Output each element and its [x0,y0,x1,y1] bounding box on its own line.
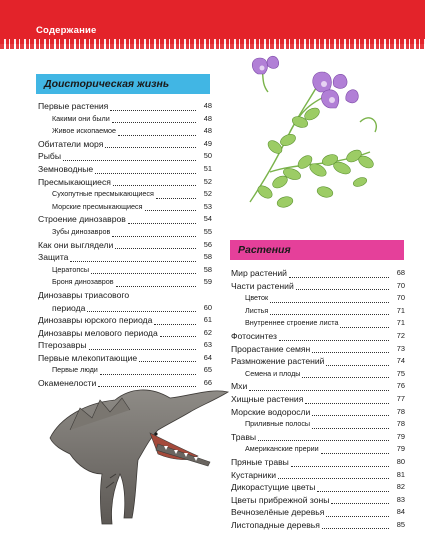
toc-entry [38,176,212,189]
dot-leader [296,288,389,290]
dot-leader [145,209,196,211]
dot-leader [116,285,196,287]
dot-leader [112,121,196,123]
toc-entry [38,113,212,126]
toc-entry-label: Приливные полосы [245,419,311,429]
dot-leader [326,515,389,517]
toc-entry-page: 76 [396,381,405,391]
toc-entry-label: Морские пресмыкающиеся [52,201,143,211]
toc-entry-page: 70 [396,293,405,303]
toc-entry-page: 68 [396,268,405,277]
toc-entry-label: Птерозавры [38,340,87,351]
toc-entry [231,506,405,519]
toc-entry-label: Цветы прибрежной зоны [231,494,330,505]
dot-leader [113,184,196,186]
toc-entry [38,239,212,252]
toc-entry [38,188,212,201]
toc-entry [38,201,212,214]
dot-leader [322,527,389,529]
toc-entry-label: Зубы динозавров [52,226,111,236]
toc-entry [38,138,212,151]
toc-entry-label: Обитатели моря [38,138,104,149]
dot-leader [89,348,197,350]
dot-leader [326,364,389,366]
toc-entry-label: Травы [231,431,257,442]
toc-entry-label: Земноводные [38,163,94,174]
toc-entry-label: Первые люди [52,365,98,375]
toc-entry [231,494,405,507]
toc-entry-label: Вечнозелёные деревья [231,507,325,518]
toc-entry-label: Цератопсы [52,264,90,274]
toc-list-plants [231,267,405,531]
toc-entry-label: Динозавры триасового [38,289,130,300]
toc-entry-page: 53 [203,201,212,211]
toc-entry-label: Внутреннее строение листа [245,318,339,328]
dot-leader [70,260,196,262]
toc-entry [231,519,405,532]
toc-entry-page: 83 [396,494,405,504]
toc-entry-label: Прорастание семян [231,343,311,354]
toc-entry [231,355,405,368]
toc-entry-page: 78 [396,419,405,429]
dot-leader [312,351,389,353]
toc-entry-page: 84 [396,507,405,517]
dot-leader [305,402,389,404]
toc-entry-label: Дикорастущие цветы [231,482,316,493]
dot-leader [331,502,389,504]
toc-entry-page: 60 [203,302,212,312]
toc-entry-label: Броня динозавров [52,277,114,287]
toc-entry [231,292,405,305]
toc-entry-page: 79 [396,431,405,441]
toc-entry-label-continued: периода [52,302,86,313]
toc-entry [38,339,212,352]
toc-entry-page: 48 [203,113,212,123]
toc-entry-page: 71 [396,305,405,315]
toc-entry-page: 59 [203,277,212,287]
toc-entry-label: Мир растений [231,268,287,278]
dot-leader [100,373,196,375]
dot-leader [110,109,196,111]
toc-entry [231,481,405,494]
toc-entry-label: Мхи [231,381,248,392]
dot-leader [115,247,196,249]
toc-entry-label: Морские водоросли [231,406,311,417]
toc-entry [38,314,212,327]
dot-leader [289,276,389,278]
toc-entry [231,456,405,469]
toc-entry-page: 78 [396,406,405,416]
toc-entry [38,226,212,239]
toc-entry-label: Семена и плоды [245,368,301,378]
toc-entry-label: Листья [245,305,269,315]
toc-entry-page: 70 [396,280,405,290]
toc-entry-label: Фотосинтез [231,330,277,341]
toc-entry-page: 79 [396,444,405,454]
toc-entry [231,267,405,280]
toc-entry-page: 54 [203,214,212,224]
toc-entry [231,393,405,406]
toc-entry [231,443,405,456]
dot-leader [317,490,389,492]
toc-entry-page: 72 [396,330,405,340]
toc-entry-label: Рыбы [38,151,62,162]
toc-entry-page: 75 [396,368,405,378]
toc-entry [38,364,212,377]
toc-entry [38,251,212,264]
toc-entry [38,213,212,226]
dot-leader [278,477,389,479]
toc-entry-label: Хищные растения [231,393,304,404]
dot-leader [291,465,389,467]
dot-leader [139,360,196,362]
toc-entry-page: 66 [203,377,212,387]
toc-entry-label: Американские прерии [245,444,319,454]
toc-entry [38,352,212,365]
dot-leader [118,134,196,136]
toc-entry [38,150,212,163]
toc-entry-page: 58 [203,264,212,274]
toc-entry-page: 65 [203,365,212,375]
toc-entry-page: 77 [396,393,405,403]
toc-entry-label: Пресмыкающиеся [38,176,111,187]
toc-entry-page: 81 [396,469,405,479]
dot-leader [279,339,389,341]
dot-leader [105,146,196,148]
dot-leader [270,313,389,315]
toc-entry [231,406,405,419]
dot-leader [312,414,389,416]
toc-entry-label: Размножение растений [231,356,325,367]
toc-entry-page: 52 [203,189,212,199]
spinosaurus-illustration [40,378,230,533]
header-band [0,0,425,44]
toc-entry-page: 74 [396,356,405,366]
toc-entry-page: 56 [203,239,212,249]
toc-entry-label: Цветок [245,293,269,303]
toc-entry-label: Первые млекопитающие [38,352,138,363]
toc-entry-page: 52 [203,176,212,186]
toc-entry [231,368,405,381]
section-header-prehistoric: Доисторическая жизнь [36,74,210,94]
toc-entry [231,280,405,293]
section-header-plants: Растения [230,240,404,260]
toc-entry-page: 50 [203,151,212,161]
toc-entry-page: 85 [396,519,405,529]
toc-entry-page: 48 [203,101,212,110]
toc-entry-page: 64 [203,352,212,362]
toc-entry-page: 80 [396,456,405,466]
toc-entry [231,469,405,482]
toc-entry-page: 55 [203,226,212,236]
toc-entry [38,289,212,314]
toc-entry [38,276,212,289]
toc-entry [231,317,405,330]
toc-entry [231,431,405,444]
toc-entry-page: 58 [203,252,212,262]
dot-leader [112,235,196,237]
toc-entry [38,163,212,176]
dot-leader [160,335,196,337]
toc-entry-page: 62 [203,327,212,337]
dot-leader [302,376,389,378]
toc-entry [231,343,405,356]
toc-entry [38,100,212,113]
toc-entry-label: Кустарники [231,469,277,480]
dot-leader [156,197,196,199]
dot-leader [87,310,196,312]
toc-list-prehistoric [38,100,212,389]
toc-entry [231,330,405,343]
toc-entry [38,125,212,138]
toc-entry [231,418,405,431]
toc-entry-label: Сухопутные пресмыкающиеся [52,189,154,199]
toc-entry [231,305,405,318]
toc-entry-label: Части растений [231,280,294,291]
toc-entry [38,327,212,340]
toc-entry-label: Первые растения [38,101,109,111]
toc-entry-page: 82 [396,482,405,492]
dot-leader [321,452,389,454]
dot-leader [340,326,389,328]
dot-leader [95,172,196,174]
toc-entry-page: 61 [203,314,212,324]
toc-entry [38,264,212,277]
toc-entry-label: Динозавры мелового периода [38,327,158,338]
toc-entry-page: 48 [203,126,212,136]
toc-entry [231,380,405,393]
dot-leader [249,389,389,391]
dot-leader [91,272,196,274]
dot-leader [63,159,196,161]
toc-entry-label: Строение динозавров [38,214,126,225]
toc-entry-page: 73 [396,343,405,353]
toc-entry-page: 71 [396,318,405,328]
dot-leader [312,427,389,429]
toc-entry-page: 49 [203,138,212,148]
page-title: Содержание [36,25,97,36]
toc-entry-label: Динозавры юрского периода [38,314,153,325]
dot-leader [128,222,196,224]
dot-leader [270,301,389,303]
toc-entry-label: Живое ископаемое [52,126,117,136]
toc-entry-page: 51 [203,163,212,173]
toc-entry-label: Какими они были [52,113,110,123]
toc-entry-label: Листопадные деревья [231,519,320,530]
dot-leader [154,323,196,325]
toc-entry-label: Окаменелости [38,377,97,388]
toc-entry-label: Как они выглядели [38,239,114,250]
toc-entry-label: Пряные травы [231,456,289,467]
toc-entry-page: 63 [203,340,212,350]
toc-entry-label: Защита [38,252,69,263]
dot-leader [258,439,389,441]
sweet-pea-flower-illustration [230,52,400,232]
